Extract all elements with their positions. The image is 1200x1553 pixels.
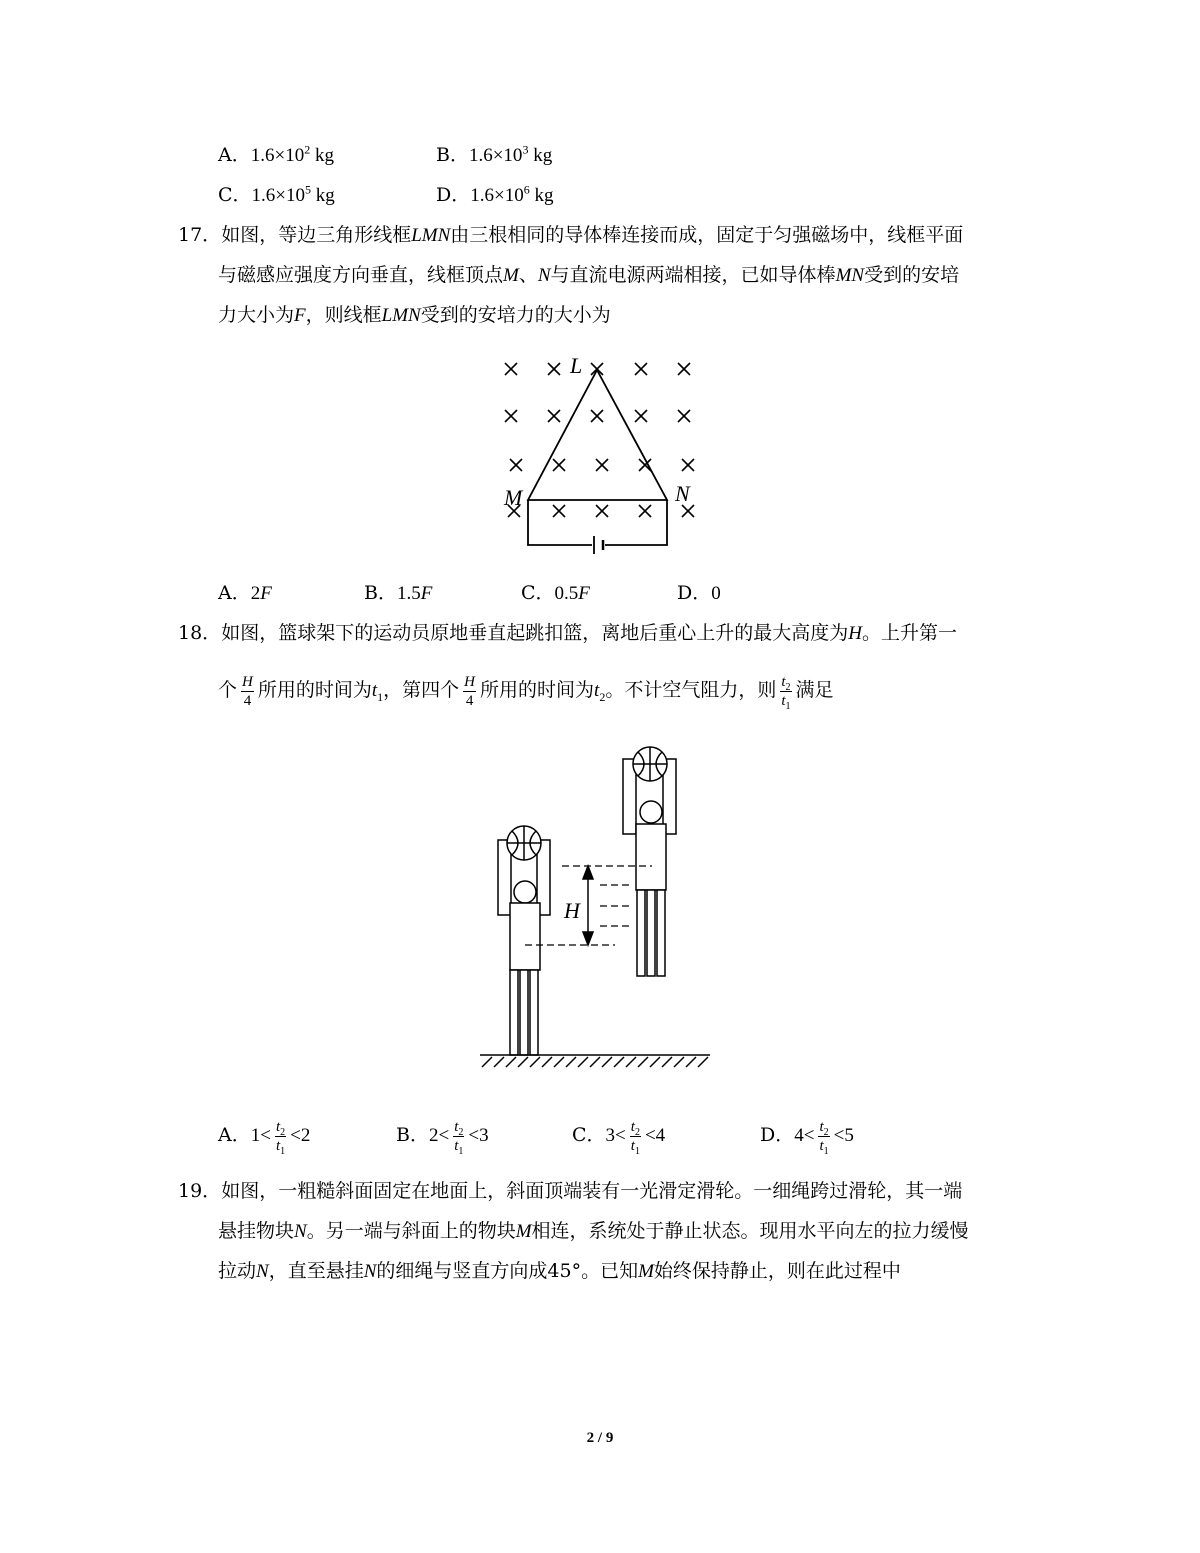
basketball-seams (633, 747, 667, 781)
triangle-magnetic-field-figure (480, 345, 720, 560)
vertex-label-n: N (675, 481, 690, 506)
subscript: 2 (599, 689, 606, 704)
subscript: 1 (785, 700, 791, 712)
head (514, 881, 536, 903)
var: t (819, 1118, 824, 1135)
q17-option-b (364, 580, 432, 607)
var: t (275, 1137, 281, 1154)
circuit-wire-right (605, 500, 667, 545)
var: H (848, 623, 862, 644)
option-label: C． (218, 184, 252, 206)
option-label: B． (436, 144, 469, 166)
page-number: 2 / 9 (586, 1430, 614, 1446)
subscript: 1 (634, 1145, 640, 1157)
option-mantissa: 1.6×10 (468, 145, 523, 166)
var: LMN (411, 225, 451, 246)
q18-option-b (396, 1115, 489, 1156)
option-exponent: 5 (305, 182, 312, 197)
option-label: A． (218, 1124, 251, 1146)
text: 所用的时间为 (257, 679, 372, 701)
q18-line-2 (218, 670, 834, 711)
option-var: F (260, 583, 272, 604)
option-right: <4 (644, 1125, 666, 1146)
var: t (630, 1118, 635, 1135)
option-right: <3 (468, 1125, 489, 1146)
var: MN (835, 265, 865, 286)
option-left: 1< (250, 1125, 271, 1146)
cross-mark (682, 505, 694, 517)
q19-line-3 (218, 1258, 901, 1285)
leg (530, 970, 538, 1055)
var: t (630, 1137, 635, 1154)
text: 由三根相同的导体棒连接而成，固定于匀强磁场中，线框平面 (450, 224, 964, 246)
text: 个 (218, 679, 238, 701)
fraction-numerator (780, 673, 791, 692)
fraction-denominator (818, 1137, 829, 1155)
q19-line-2 (218, 1218, 969, 1245)
text: 相连，系统处于静止状态。现用水平向左的拉力缓慢 (531, 1220, 969, 1242)
option-right: <5 (833, 1125, 854, 1146)
option-label: D． (760, 1124, 795, 1146)
text: ，第四个 (383, 679, 460, 701)
cross-mark (553, 459, 565, 471)
cross-mark (639, 505, 651, 517)
cross-mark (635, 363, 647, 375)
text: 受到的安培力的大小为 (420, 304, 611, 326)
var: t (781, 692, 786, 709)
fraction-denominator (780, 692, 791, 710)
cross-mark (553, 505, 565, 517)
text: 。不计空气阻力，则 (605, 679, 777, 701)
option-unit: kg (528, 145, 553, 166)
fraction-numerator (275, 1118, 286, 1137)
option-var: F (420, 583, 433, 604)
cross-mark (678, 410, 690, 422)
cross-mark (682, 459, 694, 471)
var: t (594, 680, 600, 701)
fraction-t2-over-t1 (780, 673, 791, 710)
fraction-numerator (453, 1118, 464, 1137)
text: 力大小为 (218, 304, 295, 326)
var: t (781, 673, 786, 690)
basketball-seams (507, 826, 541, 860)
subscript: 2 (785, 681, 791, 693)
text: 。另一端与斜面上的物块 (306, 1220, 516, 1242)
head (640, 801, 662, 823)
var: t (371, 680, 378, 701)
cross-mark (510, 459, 522, 471)
option-right: <2 (290, 1125, 311, 1146)
option-var: F (578, 583, 590, 604)
option-left: 2< (428, 1125, 450, 1146)
var: M (638, 1261, 654, 1282)
cross-mark (635, 410, 647, 422)
torso (636, 824, 666, 890)
text: 的细绳与竖直方向成45°。已知 (376, 1260, 639, 1282)
fraction-t2-over-t1 (818, 1118, 829, 1155)
cross-mark (548, 410, 560, 422)
text: 所用的时间为 (480, 679, 595, 701)
leg (637, 890, 645, 976)
q16-option-b (436, 142, 552, 169)
subscript: 1 (377, 689, 384, 704)
fraction-numerator: H (242, 673, 253, 690)
q18-option-a (218, 1115, 310, 1156)
text: 悬挂物块 (218, 1220, 295, 1242)
var: t (819, 1137, 824, 1154)
triangle-frame (528, 370, 667, 500)
fraction-t2-over-t1 (453, 1118, 464, 1155)
q18-option-d (760, 1115, 854, 1156)
question-number: 18． (178, 622, 222, 644)
jumping-player (623, 747, 676, 976)
option-value: 0 (711, 583, 721, 604)
leg (657, 890, 665, 976)
q18-line-1 (178, 620, 957, 647)
subscript: 2 (280, 1126, 286, 1138)
fraction-denominator (630, 1137, 641, 1155)
var: N (537, 265, 551, 286)
q16-option-d (436, 182, 553, 209)
text: 始终保持静止，则在此过程中 (653, 1260, 901, 1282)
vertex-label-l: L (570, 353, 583, 378)
fraction-t2-over-t1 (630, 1118, 641, 1155)
cross-mark (505, 363, 517, 375)
text: ，则线框 (305, 304, 382, 326)
option-value: 2 (250, 583, 261, 604)
var: M (503, 265, 519, 286)
option-left: 3< (605, 1125, 626, 1146)
text: 如图，等边三角形线框 (221, 224, 412, 246)
option-label: C． (521, 582, 555, 604)
fraction-denominator (453, 1137, 464, 1155)
cross-marks (505, 363, 694, 517)
leg (510, 970, 518, 1055)
subscript: 1 (458, 1145, 464, 1157)
option-unit: kg (310, 145, 334, 166)
q17-option-c (521, 580, 590, 607)
option-exponent: 2 (304, 142, 311, 157)
option-left: 4< (794, 1125, 815, 1146)
q18-option-c (572, 1115, 665, 1156)
cross-mark (548, 363, 560, 375)
text: 如图，一粗糙斜面固定在地面上，斜面顶端装有一光滑定滑轮。一细绳跨过滑轮，其一端 (221, 1180, 963, 1202)
question-number: 17． (178, 224, 222, 246)
standing-player (498, 826, 550, 1055)
text: 。上升第一 (861, 622, 957, 644)
leg (520, 970, 528, 1055)
option-value: 1.5 (396, 583, 421, 604)
cross-mark (591, 410, 603, 422)
fraction-denominator: 4 (243, 692, 252, 709)
q17-line-3 (218, 302, 611, 329)
fraction-denominator: 4 (465, 692, 474, 709)
option-label: B． (396, 1124, 429, 1146)
text: 受到的安培 (864, 264, 960, 286)
height-arrow (583, 866, 593, 945)
option-unit: kg (311, 185, 335, 206)
option-mantissa: 1.6×10 (470, 185, 524, 206)
subscript: 1 (280, 1145, 286, 1157)
question-number: 19． (178, 1180, 222, 1202)
fraction-t2-over-t1 (275, 1118, 286, 1155)
subscript: 2 (458, 1126, 464, 1138)
option-label: A． (218, 582, 251, 604)
q16-option-c (218, 182, 335, 209)
leg (647, 890, 655, 976)
basketball-jump-figure (470, 740, 720, 1080)
text: ，直至悬挂 (268, 1260, 364, 1282)
option-label: C． (572, 1124, 606, 1146)
var: M (515, 1221, 532, 1242)
fraction-h-over-4 (463, 673, 476, 710)
ground (480, 1055, 710, 1067)
option-exponent: 3 (522, 142, 529, 157)
circuit-wire-left (528, 500, 592, 545)
q17-line-1 (178, 222, 963, 249)
var: N (256, 1261, 269, 1282)
q16-option-a (218, 142, 334, 169)
q17-option-a (218, 580, 272, 607)
q19-line-1 (178, 1178, 962, 1204)
vertex-label-m: M (504, 485, 523, 510)
var: N (294, 1221, 307, 1242)
option-unit: kg (529, 185, 554, 206)
option-mantissa: 1.6×10 (250, 145, 305, 166)
fraction-numerator: H (464, 673, 476, 690)
subscript: 2 (823, 1126, 829, 1138)
fraction-denominator (275, 1137, 286, 1155)
cross-mark (596, 459, 608, 471)
var: F (294, 305, 306, 326)
var: N (363, 1261, 377, 1282)
cross-mark (678, 363, 690, 375)
text: 满足 (795, 679, 834, 701)
torso (510, 903, 540, 970)
subscript: 1 (823, 1145, 829, 1157)
var: t (275, 1118, 281, 1135)
text: 与直流电源两端相接，已如导体棒 (550, 264, 836, 286)
option-label: D． (677, 582, 712, 604)
text: 拉动 (218, 1260, 257, 1282)
var: LMN (381, 305, 421, 326)
fraction-numerator (630, 1118, 641, 1137)
option-exponent: 6 (523, 182, 530, 197)
fraction-numerator (818, 1118, 829, 1137)
option-label: B． (364, 582, 397, 604)
var: t (454, 1137, 459, 1154)
q17-line-2 (218, 262, 959, 289)
text: 与磁感应强度方向垂直，线框顶点 (218, 264, 504, 286)
var: t (454, 1118, 459, 1135)
cross-mark (596, 505, 608, 517)
fraction-h-over-4 (241, 673, 254, 710)
height-label: H (564, 898, 580, 923)
option-mantissa: 1.6×10 (251, 185, 306, 206)
option-label: D． (436, 184, 471, 206)
option-value: 0.5 (554, 583, 579, 604)
text: 、 (518, 264, 538, 286)
option-label: A． (218, 144, 251, 166)
text: 如图，篮球架下的运动员原地垂直起跳扣篮，离地后重心上升的最大高度为 (221, 622, 849, 644)
subscript: 2 (634, 1126, 640, 1138)
cross-mark (505, 410, 517, 422)
q17-option-d (677, 580, 721, 607)
